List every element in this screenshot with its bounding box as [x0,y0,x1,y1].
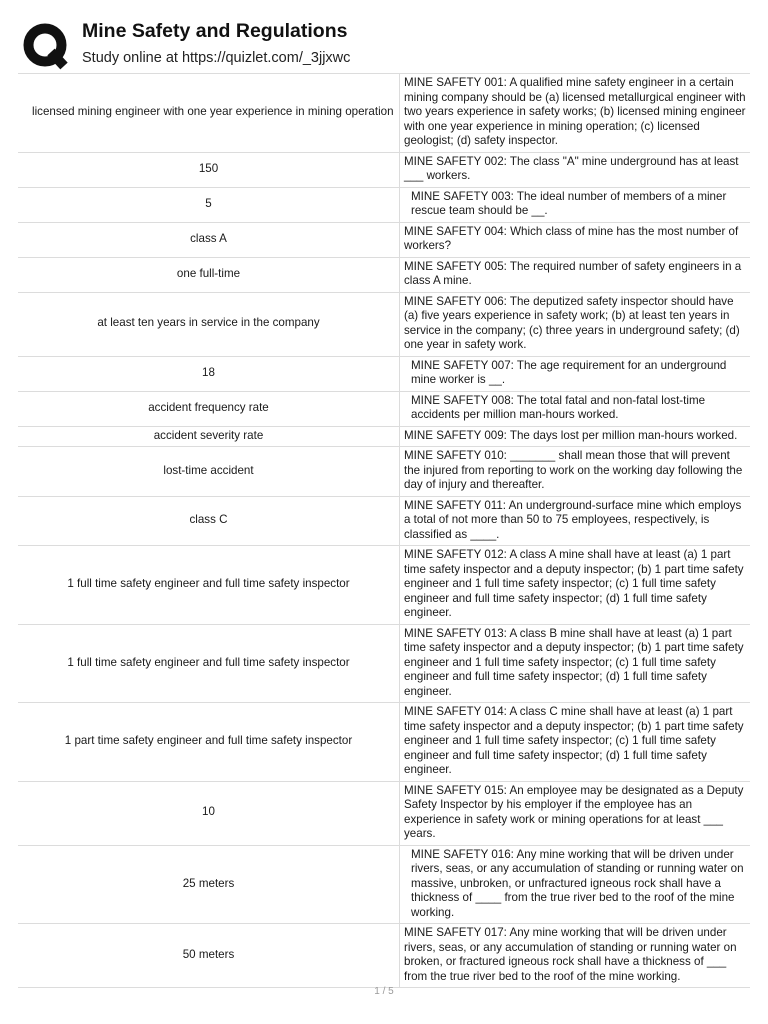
table-row [18,703,750,782]
card-term: 150 [18,152,400,187]
card-term: class A [18,222,400,257]
card-definition: MINE SAFETY 007: The age requirement for an underground mine worker is __. [400,356,751,391]
card-term: 50 meters [18,924,400,988]
table-row [18,152,750,187]
page-title: Mine Safety and Regulations [82,20,348,42]
card-term: at least ten years in service in the company [18,292,400,356]
table-row [18,496,750,546]
card-term: 1 full time safety engineer and full time safety inspector [18,624,400,703]
card-term: 25 meters [18,845,400,924]
card-definition: MINE SAFETY 013: A class B mine shall have at least (a) 1 part time safety inspector and a deputy inspector; (b) 1 part time safety engineer and 1 full time safety inspector; (c) 1 full time safety engineer and full time safety inspector; (d) 1 full time safety engineer. [400,624,751,703]
card-term: one full-time [18,257,400,292]
card-definition: MINE SAFETY 003: The ideal number of members of a miner rescue team should be __. [400,187,751,222]
card-term: 10 [18,781,400,845]
page-subtitle: Study online at https://quizlet.com/_3jjxwc [82,50,351,66]
card-definition: MINE SAFETY 008: The total fatal and non-fatal lost-time accidents per million man-hours worked. [400,391,751,426]
card-term: accident severity rate [18,426,400,447]
table-row [18,781,750,845]
table-row [18,74,750,153]
card-definition: MINE SAFETY 006: The deputized safety inspector should have (a) five years experience in safety work; (b) at least ten years in service in the company; (c) three years in underground safety; (d) one year in safety work. [400,292,751,356]
table-row [18,447,750,497]
table-row [18,546,750,625]
table-row [18,222,750,257]
card-term: 18 [18,356,400,391]
table-row [18,426,750,447]
table-row [18,257,750,292]
card-definition: MINE SAFETY 009: The days lost per million man-hours worked. [400,426,751,447]
card-term: licensed mining engineer with one year experience in mining operation [18,74,400,153]
table-row [18,624,750,703]
table-row [18,187,750,222]
card-term: lost-time accident [18,447,400,497]
card-definition: MINE SAFETY 014: A class C mine shall have at least (a) 1 part time safety inspector and a deputy inspector; (b) 1 part time safety engineer and 1 full time safety inspector; (c) 1 full time safety engineer and full time safety inspector; (d) 1 full time safety engineer. [400,703,751,782]
table-row [18,356,750,391]
card-definition: MINE SAFETY 011: An underground-surface mine which employs a total of not more than 50 to 75 employees, respectively, is classified as ____. [400,496,751,546]
table-row [18,292,750,356]
table-row [18,845,750,924]
card-definition: MINE SAFETY 016: Any mine working that will be driven under rivers, seas, or any accumulation of standing or running water on massive, unbroken, or unfractured igneous rock shall have a thickness of ____ from the true river bed to the roof of the mine working. [400,845,751,924]
header [20,16,760,76]
card-term: class C [18,496,400,546]
table-row [18,924,750,988]
card-definition: MINE SAFETY 005: The required number of safety engineers in a class A mine. [400,257,751,292]
card-term: accident frequency rate [18,391,400,426]
card-definition: MINE SAFETY 015: An employee may be designated as a Deputy Safety Inspector by his employer if the employee has an experience in safety work or mining operations for at least ___ years. [400,781,751,845]
card-term: 1 full time safety engineer and full time safety inspector [18,546,400,625]
card-definition: MINE SAFETY 004: Which class of mine has the most number of workers? [400,222,751,257]
card-definition: MINE SAFETY 002: The class "A" mine underground has at least ___ workers. [400,152,751,187]
table-row [18,391,750,426]
flashcard-table [18,73,750,988]
card-definition: MINE SAFETY 010: _______ shall mean those that will prevent the injured from reporting to work on the working day following the day of injury and thereafter. [400,447,751,497]
card-term: 1 part time safety engineer and full time safety inspector [18,703,400,782]
card-term: 5 [18,187,400,222]
card-definition: MINE SAFETY 017: Any mine working that will be driven under rivers, seas, or any accumulation of standing or running water on broken, or fractured igneous rock shall have a thickness of ___ from the true river bed to the roof of the mine working. [400,924,751,988]
page-indicator: 1 / 5 [374,986,394,997]
card-definition: MINE SAFETY 012: A class A mine shall have at least (a) 1 part time safety inspector and a deputy inspector; (b) 1 part time safety engineer and 1 full time safety inspector; (c) 1 full time safety engineer and full time safety inspector; (d) 1 full time safety engineer. [400,546,751,625]
card-definition: MINE SAFETY 001: A qualified mine safety engineer in a certain mining company should be (a) licensed metallurgical engineer with two years experience in safety works; (b) licensed mining engineer with one year experience in mining operation; (c) licensed geologist; (d) safety inspector. [400,74,751,153]
quizlet-logo-icon [20,20,72,72]
